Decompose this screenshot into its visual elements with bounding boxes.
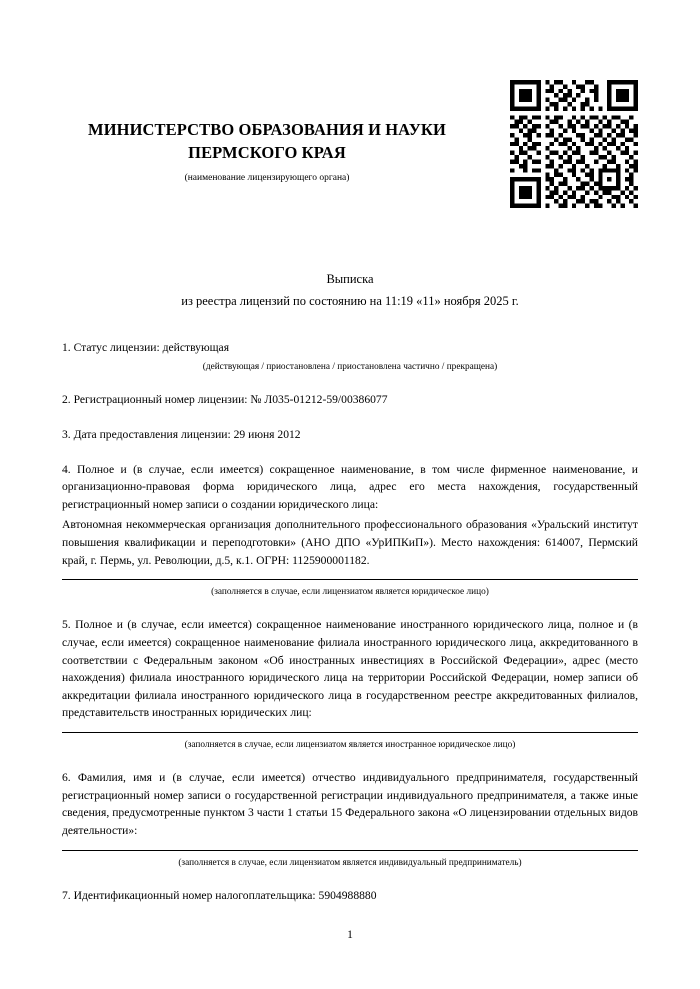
item-foreign-entity-note: (заполняется в случае, если лицензиатом является иностранное юридическое лицо) [184,739,516,750]
qr-code-icon [510,80,638,208]
ministry-name-line1: МИНИСТЕРСТВО ОБРАЗОВАНИЯ И НАУКИ [88,120,446,139]
document-title [62,269,638,313]
document-header [62,0,472,183]
item-foreign-entity [62,616,638,752]
authority-note: (наименование лицензирующего органа) [184,172,350,183]
item-taxpayer-number [62,887,638,905]
item-individual-entrepreneur [62,769,638,870]
item-legal-entity-text: 4. Полное и (в случае, если имеется) сокращенное наименование, в том числе фирменное наименование, и организационно-правовая форма юридического лица, адрес его места нахождения, государственный регистрационный номер записи о создании юридического лица: [62,462,638,511]
item-status [62,339,638,375]
item-legal-entity [62,461,638,600]
item-legal-entity-value: Автономная некоммерческая организация дополнительного профессионального образования «Уральский институт повышения квалификации и переподготовки» (АНО ДПО «УрИПКиП»). Место нахождения: 614007, Пермский край, г. Пермь, ул. Революции, д.5, к.1. ОГРН: 1125900001182. [62,518,638,567]
item-taxpayer-number-text: 7. Идентификационный номер налогоплательщика: 5904988880 [62,888,377,902]
ministry-name [62,118,472,165]
divider-individual-entrepreneur [62,850,638,851]
title-line-2: из реестра лицензий по состоянию на 11:19 «11» ноября 2025 г. [181,293,519,308]
item-registration-number-text: 2. Регистрационный номер лицензии: № Л035-01212-59/00386077 [62,393,388,407]
item-individual-entrepreneur-text: 6. Фамилия, имя и (в случае, если имеется) отчество индивидуального предпринимателя, государственный регистрационный номер записи о государственной регистрации индивидуального предпринимателя, а также иные сведения, предусмотренные пунктом 3 части 1 статьи 15 Федерального закона «О лицензировании отдельных видов деятельности»: [62,771,638,837]
item-grant-date-text: 3. Дата предоставления лицензии: 29 июня 2012 [62,427,301,441]
item-registration-number [62,391,638,409]
item-grant-date [62,426,638,444]
ministry-name-line2: ПЕРМСКОГО КРАЯ [188,143,346,163]
title-line-1: Выписка [326,271,374,286]
divider-legal-entity [62,579,638,580]
item-status-text: 1. Статус лицензии: действующая [62,340,230,354]
item-individual-entrepreneur-note: (заполняется в случае, если лицензиатом является индивидуальный предприниматель) [178,857,522,868]
page-number: 1 [347,929,353,941]
item-status-note: (действующая / приостановлена / приостановлена частично / прекращена) [202,362,498,373]
item-legal-entity-note: (заполняется в случае, если лицензиатом является юридическое лицо) [211,587,489,598]
item-foreign-entity-text: 5. Полное и (в случае, если имеется) сокращенное наименование иностранного юридического лица, полное и (в случае, если имеется) сокращенное наименование филиала иностранного юридического лица, аккредитованного в соответствии с Федеральным законом «Об иностранных инвестициях в Российской Федерации», адрес (место нахождения) филиала иностранного юридического лица на территории Российской Федерации, номер записи об аккредитации филиала иностранного юридического лица в государственном реестре аккредитованных филиалов, представительств иностранных юридических лиц: [62,618,638,720]
document-body [62,339,638,905]
divider-foreign-entity [62,732,638,733]
